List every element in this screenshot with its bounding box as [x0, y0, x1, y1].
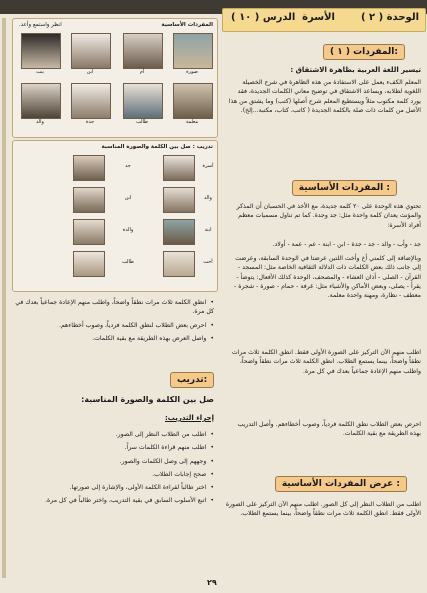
exercise-photo-3 [163, 219, 195, 245]
exercise-photo-7 [73, 219, 105, 245]
box1-tag: انظر واستمع وأعد. [19, 22, 62, 28]
caption-1-4: بنت [36, 69, 44, 75]
procedure-item: • اطلب منهم قراءة الكلمات سراً. [14, 443, 214, 452]
exercise-title: صل بين الكلمة والصورة المناسبة: [81, 395, 214, 404]
present-vocab-paragraph: اطلب من الطلاب النظر إلى كل الصور. اطلب منهم الآن التركيز على الصورة الأولى فقط. انطق الكلمة ثلاث مرات نطقاً واضحاً، بينما يستمع الطلاب. [225, 501, 421, 518]
exercise-photo-4 [163, 251, 195, 277]
instruction-item: • احرص بعض الطلاب لنطق الكلمة فردياً، وصوب أخطاءهم. [14, 321, 214, 330]
procedure-item: • اختر طالباً لقراءة الكلمة الأولى، والإشارة إلى صورتها. [14, 483, 214, 492]
procedure-item: • وجههم إلى وصل الكلمات والصور. [14, 457, 214, 466]
present-vocab-heading: عرض المفردات الأساسية : [275, 476, 407, 492]
instruction-item: • انطق الكلمة ثلاث مرات نطقاً واضحاً، واطلب منهم الإعادة جماعياً بعدك في كل مرة. [14, 298, 214, 317]
word-right-4: أخت [203, 259, 213, 265]
exercise-tag: تدريب: [170, 372, 214, 388]
procedure-item: • اطلب من الطلاب النظر إلى الصور. [14, 430, 214, 439]
unit-label: الوحدة ( ٢ ) [360, 12, 419, 23]
basic-vocab-intro: تحتوي هذه الوحدة على ٢٠ كلمة جديدة، مع الأخذ في الحسبان أن المذكر والمؤنث يعدان كلمة واحدة مثل: جد وجدة. كما تم تناول مسميات معظم أفراد الأسرة: [236, 203, 421, 229]
exercise-photo-1 [163, 155, 195, 181]
margin-strip [2, 18, 6, 578]
caption-2-3: جدة [85, 119, 95, 125]
exercise-photo-5 [73, 155, 105, 181]
vocab-heading: المفردات ( ١ ): [323, 44, 405, 60]
caption-1-2: أم [139, 69, 145, 75]
derivation-paragraph: المعلم الكفء يعمل على الاستفادة من هذه الظاهرة في شرح الخصيلة اللغوية لطلابه، ويساعد الاشتقاق في توضيح معاني الكلمات الجديدة، فقد يورد كلمة مكتوب مثلاً ويستطيع المعلم شرح أصلها (كتب) وما يشتق من هذا الأصل من كلمات ذات صلة بالكلمة الجديدة ( كاتب، كتاب، مكتبة...إلخ). [228, 79, 421, 114]
caption-1-1: صورة [186, 69, 198, 75]
procedure-item: • صحح إجابات الطلاب. [14, 470, 214, 479]
matching-exercise-box [12, 140, 218, 292]
photo-picture-frame [173, 33, 213, 69]
photo-father [21, 83, 61, 119]
exercise-photo-2 [163, 187, 195, 213]
practice-instructions: احرص بعض الطلاب نطق الكلمة فردياً، وصوب أخطاءهم. وأصل التدريب بهذه الطريقة مع بقية الكلمات. [237, 421, 421, 438]
word-right-2: والد [204, 195, 212, 201]
unit-title: الأسرة [302, 12, 335, 23]
word-right-1: أسرة [202, 163, 214, 169]
word-left-1: جد [125, 163, 131, 169]
basic-vocab-details: وبالإضافة إلى كلمتي أخ وأخت اللتين عرضتا في الوحدة السابقة، وعرضت إلى جانب ذلك بعض الكلمات ذات الدلالة الثقافية الخاصة مثل: المسجد - القرآن - الصلى - أذان العشاء - والمصحف، الوحدة كذلك الأفعال: يتوضأ - يقرأ - يصلى، وبعض الأماكن والأشياء مثل: غرفة - حمام - صورة - شجرة - معطف - نظارة، ومهنة واحدة معلمة. [234, 255, 421, 300]
photo-mother [123, 33, 163, 69]
word-left-2: ابن [124, 195, 132, 201]
procedure-list [14, 430, 214, 510]
derivation-heading: تيسير اللغة العربية بظاهرة الاشتقاق : [290, 66, 421, 74]
lesson-label: الدرس ( ١٠ ) [231, 12, 296, 23]
photo-teacher [173, 83, 213, 119]
word-left-3: والدة [122, 227, 134, 233]
word-left-4: طالب [122, 259, 134, 265]
box1-title: المفردات الأساسية [161, 22, 213, 28]
caption-2-4: والد [36, 119, 44, 125]
caption-2-2: طالب [136, 119, 148, 125]
basic-vocab-heading: المفردات الأساسية : [292, 180, 397, 196]
caption-1-3: ابن [86, 69, 94, 75]
photo-girl [21, 33, 61, 69]
procedure-item: • اتبع الأسلوب السابق في بقية التدريب، واختر طالباً في كل مرة. [14, 496, 214, 505]
procedure-heading: إجراء التدريب: [164, 414, 214, 422]
family-words: جد - وأب - والد - جد - جدة - ابن - ابنة - عم - عمة - أولاد. [272, 241, 421, 248]
focus-instructions: اطلب منهم الآن التركيز على الصورة الأولى فقط. انطق الكلمة ثلاث مرات نطقاً واضحاً، بينما يستمع الطلاب. انطق الكلمة ثلاث مرات نطقاً واضحاً، واطلب منهم الإعادة جماعياً بعدك في كل مرة. [231, 349, 421, 375]
photo-son [71, 33, 111, 69]
exercise-photo-8 [73, 251, 105, 277]
caption-2-1: معلمة [185, 119, 199, 125]
page-number: ٢٩ [207, 578, 217, 587]
photo-grandmother [71, 83, 111, 119]
unit-header [222, 8, 426, 32]
exercise-photo-6 [73, 187, 105, 213]
photo-student [123, 83, 163, 119]
box2-title: تدريب : صل بين الكلمة والصورة المناسبة [101, 144, 213, 150]
vocab-pictures-box [12, 18, 218, 138]
instructions-list-1 [14, 298, 214, 347]
instruction-item: • واصل العرض بهذه الطريقة مع بقية الكلمات. [14, 334, 214, 343]
word-right-3: ابنة [204, 227, 212, 233]
